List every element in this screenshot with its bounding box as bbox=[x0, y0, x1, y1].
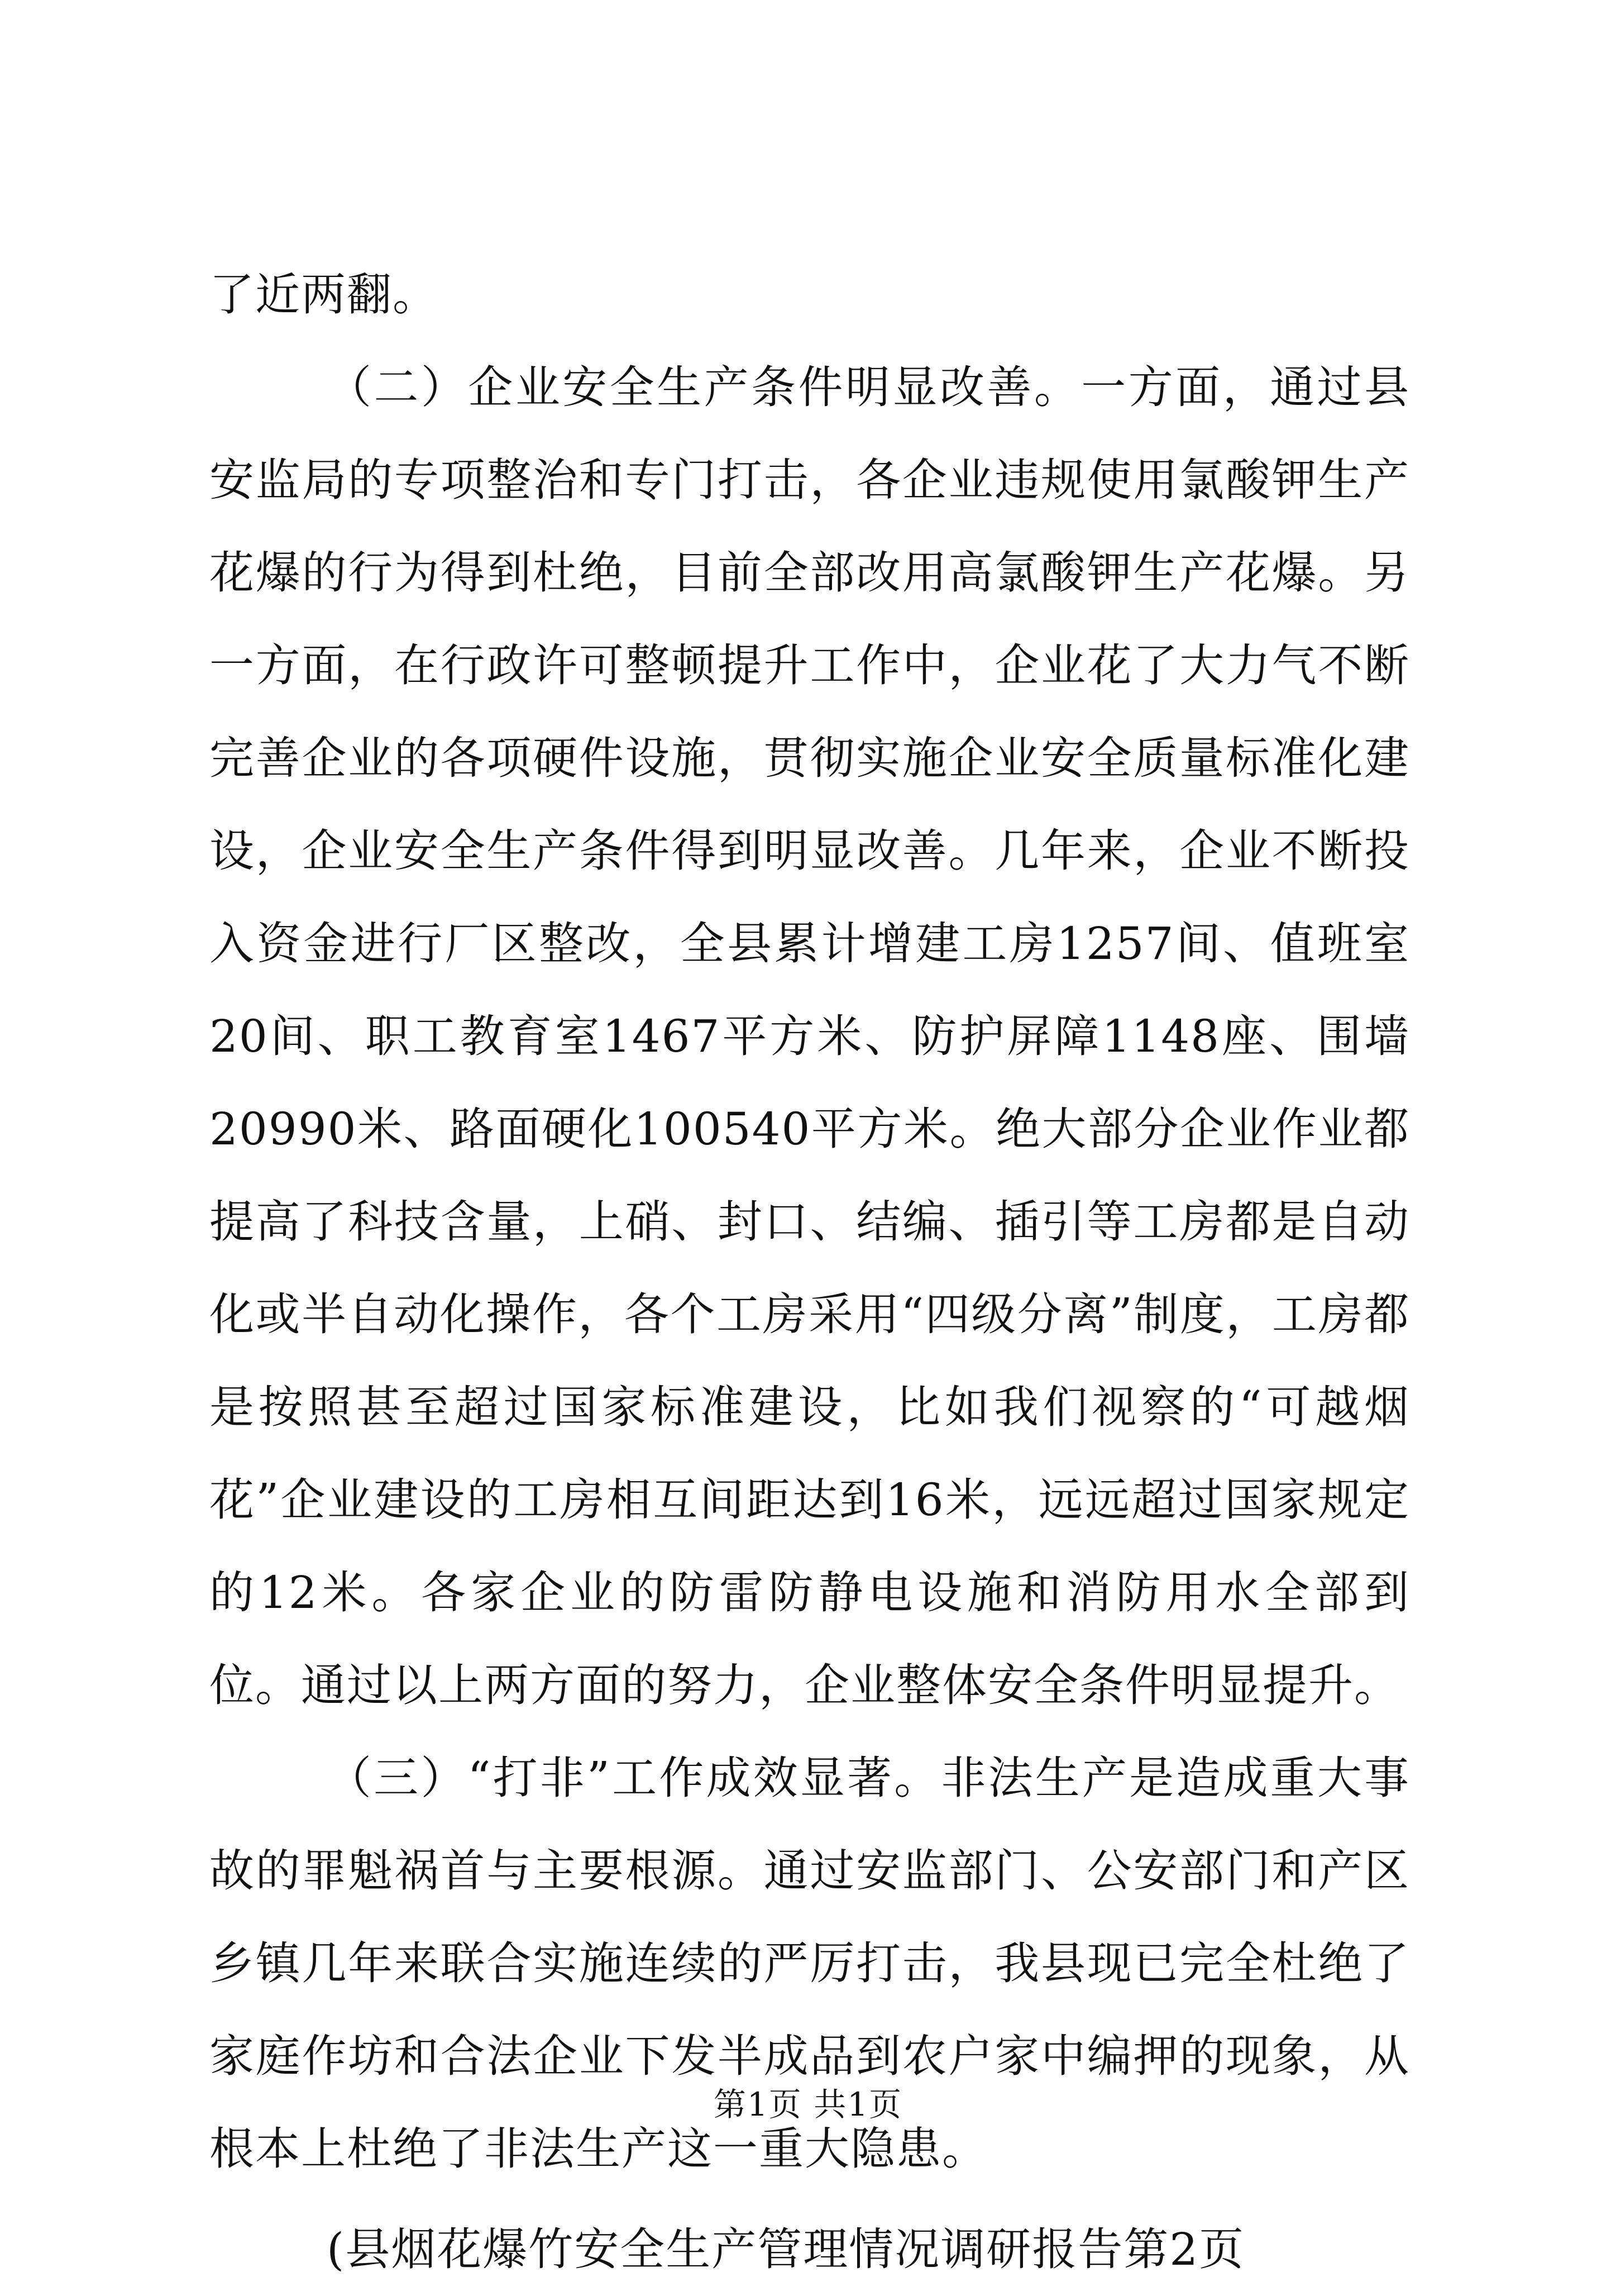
document-body bbox=[209, 249, 1410, 2296]
paragraph-report-title-line: (县烟花爆竹安全生产管理情况调研报告第2页 bbox=[327, 2223, 1245, 2275]
paragraph-section-3: （三）“打非”工作成效显著。非法生产是造成重大事故的罪魁祸首与主要根源。通过安监部门、公安部门和产区乡镇几年来联合实施连续的严厉打击，我县现已完全杜绝了家庭作坊和合法企业下发半成品到农户家中编押的现象，从根本上杜绝了非法生产这一重大隐患。 bbox=[209, 1752, 1410, 2175]
paragraph-section-2: （二）企业安全生产条件明显改善。一方面，通过县安监局的专项整治和专门打击，各企业违规使用氯酸钾生产花爆的行为得到杜绝，目前全部改用高氯酸钾生产花爆。另一方面，在行政许可整顿提升工作中，企业花了大力气不断完善企业的各项硬件设施，贯彻实施企业安全质量标准化建设，企业安全生产条件得到明显改善。几年来，企业不断投入资金进行厂区整改，全县累计增建工房1257间、值班室20间、职工教育室1467平方米、防护屏障1148座、围墙20990米、路面硬化100540平方米。绝大部分企业作业都提高了科技含量，上硝、封口、结编、插引等工房都是自动化或半自动化操作，各个工房采用“四级分离”制度，工房都是按照甚至超过国家标准建设，比如我们视察的“可越烟花”企业建设的工房相互间距达到16米，远远超过国家规定的12米。各家企业的防雷防静电设施和消防用水全部到位。通过以上两方面的努力，企业整体安全条件明显提升。 bbox=[209, 361, 1410, 1711]
paragraph-continuation: 了近两翻。 bbox=[209, 269, 438, 321]
page-footer: 第1页 共1页 bbox=[713, 2085, 903, 2123]
